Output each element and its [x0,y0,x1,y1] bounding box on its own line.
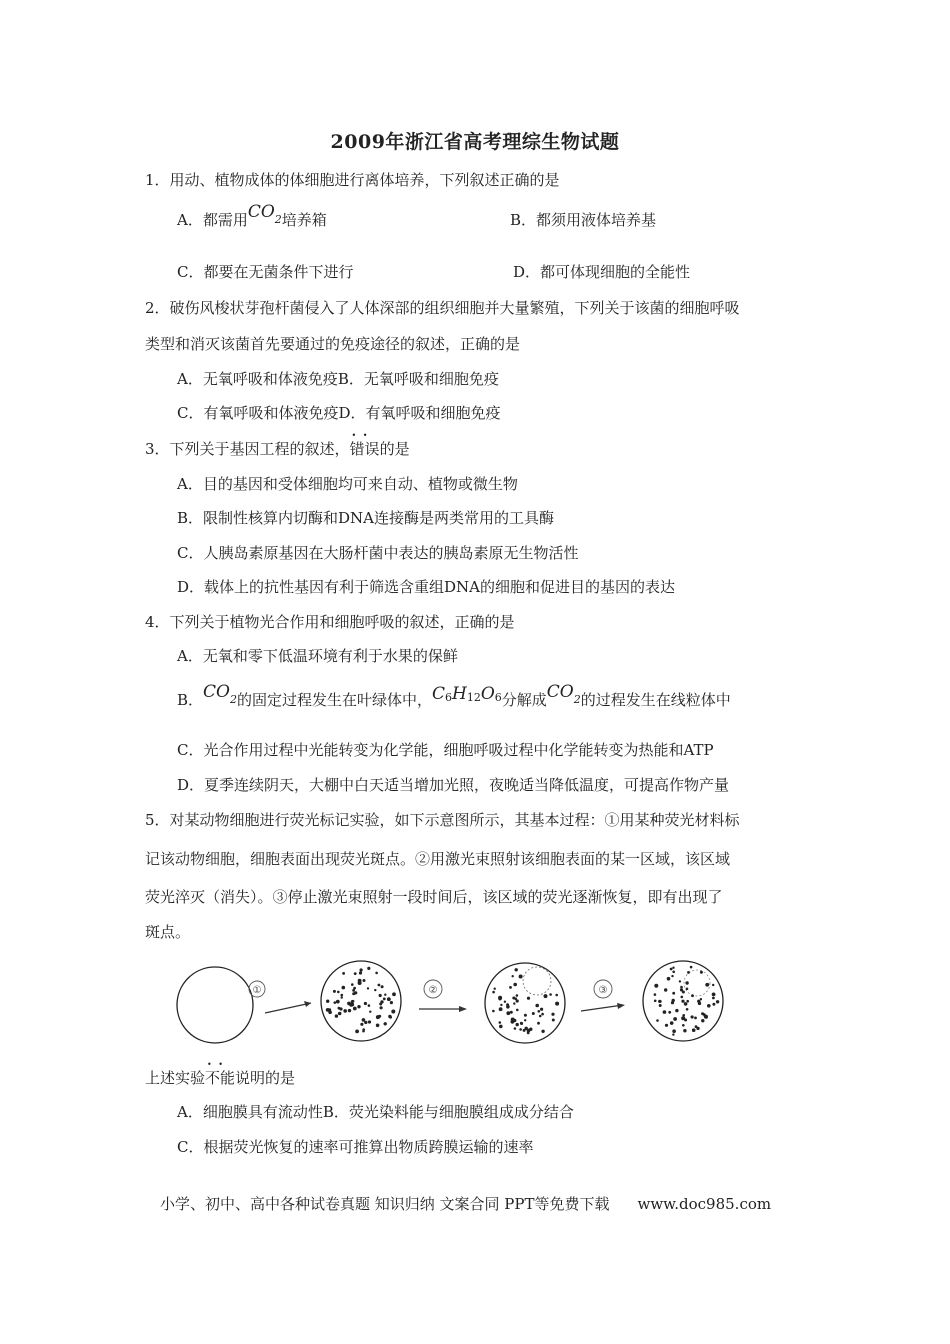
fluorescent-dot [374,989,376,991]
fluorescent-dot [516,999,519,1002]
fluorescent-dot [552,1019,555,1022]
fluorescent-dot [656,1019,659,1022]
step-1-label: ① [252,985,262,996]
fluorescent-dot [691,1015,694,1018]
fluorescent-dot [381,985,384,988]
fluorescent-dot [367,987,369,989]
fluorescent-dot [376,1024,380,1028]
fluorescent-dot [685,981,688,984]
q5-options-ab: A．细胞膜具有流动性B．荧光染料能与细胞膜组成成分结合 [177,1103,574,1121]
fluorescent-dot [513,983,517,987]
fluorescent-dot [667,977,671,981]
fluorescent-dot [672,1029,676,1033]
fluorescent-dot [364,1002,367,1005]
fluorescent-dot [513,1002,515,1004]
fluorescent-dot [494,988,496,990]
q4-option-c: C．光合作用过程中光能转变为化学能，细胞呼吸过程中化学能转变为热能和ATP [177,741,714,759]
fluorescent-dot [389,1016,392,1019]
fluorescent-dot [683,1029,686,1032]
fluorescent-dot [383,998,386,1001]
fluorescent-dot [706,983,709,986]
q4-option-b [177,682,731,714]
fluorescent-dot [549,993,552,996]
fluorescent-dot [670,1021,674,1025]
q5-question-prefix: 上述实验 [145,1069,206,1087]
fluorescent-dot [343,1009,347,1013]
fluorescent-dot [355,1030,359,1034]
footer [160,1193,771,1214]
fluorescent-dot [357,1005,360,1008]
fluorescent-dot [697,1000,700,1003]
fluorescent-dot [492,1010,495,1013]
arrow-1 [265,1003,311,1013]
step-3-label: ③ [598,985,608,996]
q4-b-sub2: 2 [573,693,581,706]
fluorescent-dot [679,980,681,982]
q3-option-c: C．人胰岛素原基因在大肠杆菌中表达的胰岛素原无生物活性 [177,544,579,562]
fluorescent-dot [519,975,523,979]
footer-text: 小学、初中、高中各种试卷真题 知识归纳 文案合同 PPT等免费下载 [160,1195,610,1213]
fluorescent-dot [654,993,657,996]
q4-option-a: A．无氧和零下低温环境有利于水果的保鲜 [177,647,458,665]
fluorescent-dot [551,1013,554,1016]
fluorescent-dot [342,986,346,990]
q4-stem: 4．下列关于植物光合作用和细胞呼吸的叙述，正确的是 [145,613,515,631]
fluorescent-dot [675,1009,678,1012]
fluorescent-dot [353,987,356,990]
fluorescent-dot [527,997,530,1000]
q5-question-suffix: 说明的是 [235,1069,296,1087]
fluorescent-dot [351,983,354,986]
q3-option-d: D．载体上的抗性基因有利于筛选含重组DNA的细胞和促进目的基因的表达 [177,578,676,596]
q4-b-chem2: CO [546,682,574,702]
q2-stem-line1: 2．破伤风梭状芽孢杆菌侵入了人体深部的组织细胞并大量繁殖，下列关于该菌的细胞呼吸 [145,299,740,317]
fluorescent-dot [680,986,683,989]
fluorescent-dot [360,968,363,971]
fluorescent-dot [512,997,515,1000]
fluorescent-dot [690,966,693,969]
fluorescent-dot [337,991,340,994]
fluorescent-dot [492,991,495,994]
fluorescent-dot [555,1002,559,1006]
fluorescent-dot [516,1023,519,1026]
q5-option-c: C．根据荧光恢复的速率可推算出物质跨膜运输的速率 [177,1138,534,1156]
q2-options-cd: C．有氧呼吸和体液免疫D．有氧呼吸和细胞免疫 [177,404,501,422]
fluorescent-dot [716,1000,719,1003]
q4-b-o-sub: 6 [494,691,502,704]
q1-stem: 1．用动、植物成体的体细胞进行离体培养，下列叙述正确的是 [145,171,560,189]
fluorescent-dot [658,1000,661,1003]
fluorescent-dot [524,1019,526,1021]
fluorescent-dot [360,1023,363,1026]
fluorescent-dot [686,1000,689,1003]
fluorescent-dot [499,1021,502,1024]
q4-b-mid1: 的固定过程发生在叶绿体中， [236,691,432,709]
fluorescent-dot [338,1012,342,1016]
fluorescent-dot [519,1028,522,1031]
fluorescent-dot [334,1001,337,1004]
fluorescent-dot [672,1033,674,1035]
fluorescent-dot [700,971,703,974]
fluorescent-dot [515,968,518,971]
q1-a-sub: 2 [274,213,282,226]
fluorescent-dot [701,1019,704,1022]
fluorescent-dot [367,967,370,970]
fluorescent-dot [516,1009,519,1012]
fluorescent-dot [390,1001,393,1004]
fluorescent-dot [537,1022,540,1025]
fluorescent-dot [672,992,675,995]
q3-option-a: A．目的基因和受体细胞均可来自动、植物或微生物 [177,475,518,493]
fluorescent-dot [700,998,702,1000]
fluorescent-dot [350,1003,354,1007]
fluorescent-dot [335,1014,338,1017]
fluorescent-dot [541,1030,544,1033]
fluorescent-dot [362,1018,366,1022]
fluorescent-dot [659,1004,662,1007]
q4-b-chem1: CO [203,682,230,702]
q2-stem-line2: 类型和消灭该菌首先要通过的免疫途径的叙述，正确的是 [145,335,521,353]
fluorescent-dot [375,972,378,975]
fluorescent-dot [358,979,362,983]
fluorescent-dot [665,1024,668,1027]
q1-a-prefix: A．都需用 [177,211,248,229]
cell-bleached [485,963,565,1043]
fluorescent-dot [523,1029,526,1032]
arrow-3-head [617,1003,625,1009]
fluorescent-dot [672,971,675,974]
fluorescent-dot [681,1000,684,1003]
q1-option-d: D．都可体现细胞的全能性 [513,263,691,281]
q3-option-b: B．限制性核算内切酶和DNA连接酶是两类常用的工具酶 [177,509,555,527]
fluorescent-dot [671,975,673,977]
fluorescent-dot [673,1017,677,1021]
fluorescent-dot [388,998,391,1001]
fluorescent-dot [695,1025,698,1028]
q5-stem-line4: 斑点。 [145,923,191,941]
fluorescent-dot [363,979,366,982]
fluorescent-dot [691,994,694,997]
q1-option-a [177,202,327,234]
fluorescent-dot [368,1020,371,1023]
fluorescence-diagram [175,955,735,1055]
fluorescent-dot [359,971,362,974]
footer-site-link[interactable]: www.doc985.com [637,1195,772,1213]
q4-b-h-sub: 12 [466,691,481,704]
fluorescent-dot [378,984,381,987]
fluorescent-dot [687,971,690,974]
fluorescent-dot [541,1013,544,1016]
fluorescent-dot [555,994,558,997]
fluorescent-dot [539,1015,542,1018]
q3-stem-emphasis: 错误 • • [350,440,380,458]
fluorescent-dot [524,1014,527,1017]
fluorescent-dot [362,1030,365,1033]
q4-b-c: C [432,684,446,704]
q1-option-b: B．都须用液体培养基 [510,211,657,229]
q4-b-suffix: 的过程发生在线粒体中 [580,691,731,709]
fluorescent-dot [353,1007,357,1011]
fluorescent-dot [704,1015,708,1019]
cell-recovered [643,961,723,1041]
q5-stem-line2: 记该动物细胞，细胞表面出现荧光斑点。②用激光束照射该细胞表面的某一区域，该区域 [145,850,731,868]
fluorescent-dot [506,1011,510,1015]
fluorescent-dot [682,991,685,994]
fluorescent-dot [506,1005,510,1009]
fluorescent-dot [654,1000,657,1003]
fluorescent-dot [328,1011,332,1015]
q1-option-c: C．都要在无菌条件下进行 [177,263,354,281]
fluorescent-dot [670,968,673,971]
fluorescent-dot [348,1009,351,1012]
fluorescent-dot [499,1007,503,1011]
fluorescent-dot [712,993,716,997]
fluorescent-dot [712,984,714,986]
fluorescent-dot [368,1004,371,1007]
fluorescent-dot [668,1011,671,1014]
q4-b-c-sub: 6 [445,691,453,704]
q3-stem-suffix: 的是 [379,440,410,458]
q4-b-o: O [480,684,495,704]
fluorescent-dot [672,999,675,1002]
fluorescent-dot [369,1011,371,1013]
q4-b-mid2: 分解成 [501,691,547,709]
fluorescent-dot [672,967,674,969]
fluorescent-dot [712,1003,715,1006]
q4-b-prefix: B． [177,691,204,709]
fluorescent-dot [520,1022,523,1025]
fluorescent-dot [380,1006,383,1009]
fluorescent-dot [380,1000,383,1003]
q5-stem-line1: 5．对某动物细胞进行荧光标记实验，如下示意图所示，其基本过程：①用某种荧光材料标 [145,811,740,829]
fluorescent-dot [352,992,355,995]
q3-stem [145,439,410,459]
q4-b-h: H [452,684,467,704]
fluorescent-dot [686,1008,689,1011]
fluorescent-dot [538,1010,541,1013]
q5-stem-line3: 荧光淬灭（消失）。③停止激光束照射一段时间后，该区域的荧光逐渐恢复，即有出现了 [145,888,723,906]
fluorescent-dot [392,992,396,996]
q1-a-chem: CO [247,202,275,222]
fluorescent-dot [336,1000,340,1004]
page-title: 2009年浙江省高考理综生物试题 [330,131,620,153]
fluorescent-dot [694,1017,697,1020]
fluorescent-dot [342,972,345,975]
fluorescent-dot [326,1000,329,1003]
fluorescent-dot [333,990,336,993]
fluorescent-dot [529,1028,532,1031]
fluorescent-dot [384,1022,387,1025]
fluorescent-dot [663,1010,667,1014]
fluorescent-dot [664,988,667,991]
q3-stem-prefix: 3．下列关于基因工程的叙述， [145,440,350,458]
fluorescent-dot [707,1004,711,1008]
fluorescent-dot [684,1002,688,1006]
fluorescent-dot [339,1007,342,1010]
q5-question-emphasis: 不能 • • [205,1069,235,1087]
fluorescent-dot [544,994,548,998]
cell-labeled [321,961,401,1041]
fluorescent-dot [654,984,658,988]
fluorescent-dot [379,994,382,997]
q1-a-suffix: 培养箱 [281,211,327,229]
arrow-3 [581,1005,623,1011]
q5-question [145,1068,295,1088]
fluorescent-dot [516,994,519,997]
q2-options-ab: A．无氧呼吸和体液免疫B．无氧呼吸和细胞免疫 [177,370,499,388]
fluorescent-dot [510,1011,513,1014]
fluorescent-dot [540,1008,543,1011]
fluorescent-dot [681,996,684,999]
fluorescent-dot [682,1024,685,1027]
fluorescent-dot [354,972,357,975]
q4-b-sub1: 2 [229,693,237,706]
fluorescent-dot [500,1004,502,1006]
fluorescent-dot [532,1012,535,1015]
fluorescent-dot [341,996,343,998]
fluorescent-dot [504,1001,506,1003]
fluorescent-dot [509,986,512,989]
fluorescent-dot [682,1014,685,1017]
q4-option-d: D．夏季连续阴天，大棚中白天适当增加光照，夜晚适当降低温度，可提高作物产量 [177,776,730,794]
arrow-2-head [459,1006,467,1012]
fluorescent-dot [341,994,344,997]
fluorescent-dot [681,1016,685,1020]
fluorescent-dot [692,1028,696,1032]
fluorescent-dot [514,1027,517,1030]
fluorescent-dot [686,988,689,991]
fluorescent-dot [498,996,502,1000]
fluorescent-dot [499,1025,503,1029]
fluorescent-dot [511,1018,515,1022]
arrow-1-head [304,1001,311,1007]
fluorescent-dot [512,975,514,977]
fluorescent-dot [384,994,386,996]
fluorescent-dot [535,1004,539,1008]
step-2-label: ② [428,985,438,996]
cell-unlabeled [177,967,253,1043]
fluorescent-dot [378,1015,381,1018]
fluorescent-dot [391,1010,395,1014]
fluorescent-dot [712,997,715,1000]
